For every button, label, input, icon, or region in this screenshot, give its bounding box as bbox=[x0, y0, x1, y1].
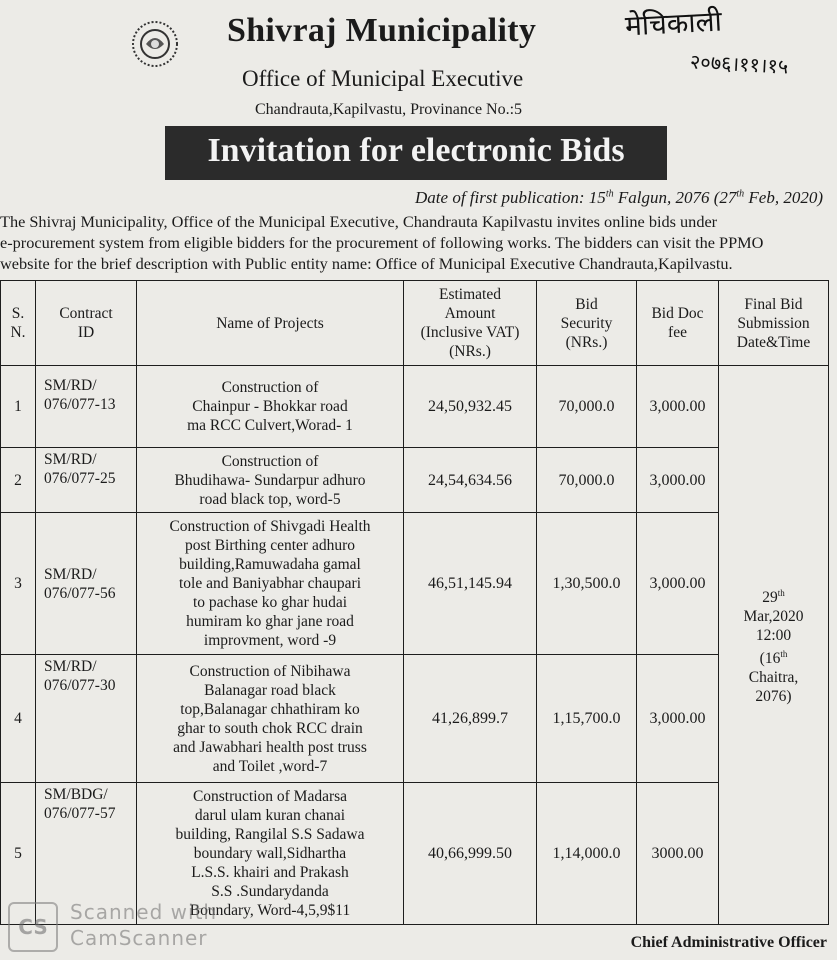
cell-fee: 3,000.00 bbox=[637, 448, 719, 513]
cell-security: 70,000.0 bbox=[537, 448, 637, 513]
camscanner-logo-icon: CS bbox=[8, 902, 58, 952]
camscanner-watermark bbox=[8, 896, 248, 956]
municipality-title: Shivraj Municipality bbox=[227, 12, 537, 49]
col-header-security: Bid Security (NRs.) bbox=[537, 281, 637, 366]
cell-final-submission: 29th Mar,2020 12:00 (16th Chaitra, 2076) bbox=[719, 366, 829, 925]
intro-paragraph bbox=[0, 211, 832, 274]
cell-amount: 24,54,634.56 bbox=[404, 448, 537, 513]
cell-security: 70,000.0 bbox=[537, 366, 637, 448]
cell-sn: 5 bbox=[1, 783, 36, 925]
cell-project: Construction of Nibihawa Balanagar road black top,Balanagar chhathiram ko ghar to south chok RCC drain and Jawabhari health post truss and Toilet ,word-7 bbox=[137, 655, 404, 783]
handwritten-date: २०७६।११।१५ bbox=[689, 49, 789, 79]
cell-sn: 3 bbox=[1, 513, 36, 655]
office-address: Chandrauta,Kapilvastu, Provinance No.:5 bbox=[255, 101, 523, 118]
handwritten-note: मेचिकाली bbox=[624, 4, 723, 43]
cell-fee: 3,000.00 bbox=[637, 513, 719, 655]
cell-contract-id: SM/BDG/ 076/077-57 bbox=[36, 783, 137, 925]
table-header-row bbox=[1, 281, 829, 366]
col-header-project: Name of Projects bbox=[137, 281, 404, 366]
cell-fee: 3,000.00 bbox=[637, 655, 719, 783]
cell-amount: 24,50,932.45 bbox=[404, 366, 537, 448]
col-header-sn: S. N. bbox=[1, 281, 36, 366]
cell-contract-id: SM/RD/ 076/077-30 bbox=[36, 655, 137, 783]
cell-project: Construction of Shivgadi Health post Birthing center adhuro building,Ramuwadaha gamal tole and Baniyabhar chaupari to pachase ko ghar hudai humiram ko ghar jane road improvment, word -9 bbox=[137, 513, 404, 655]
cell-project: Construction of Chainpur - Bhokkar road ma RCC Culvert,Worad- 1 bbox=[137, 366, 404, 448]
intro-line: e-procurement system from eligible bidders for the procurement of following works. The bidders can visit the PPMO bbox=[0, 233, 764, 252]
bids-table bbox=[0, 280, 829, 925]
table-row bbox=[1, 513, 829, 655]
cell-sn: 4 bbox=[1, 655, 36, 783]
banner-title: Invitation for electronic Bids bbox=[207, 132, 625, 169]
cell-fee: 3000.00 bbox=[637, 783, 719, 925]
cell-amount: 40,66,999.50 bbox=[404, 783, 537, 925]
cell-security: 1,15,700.0 bbox=[537, 655, 637, 783]
cell-contract-id: SM/RD/ 076/077-13 bbox=[36, 366, 137, 448]
cell-project: Construction of Madarsa darul ulam kuran chanai building, Rangilal S.S Sadawa boundary wall,Sidhartha L.S.S. khairi and Prakash S.S .Sundarydanda Boundary, Word-4,5,9$11 bbox=[137, 783, 404, 925]
cell-security: 1,30,500.0 bbox=[537, 513, 637, 655]
cell-amount: 41,26,899.7 bbox=[404, 655, 537, 783]
cell-sn: 2 bbox=[1, 448, 36, 513]
cell-amount: 46,51,145.94 bbox=[404, 513, 537, 655]
watermark-line: CamScanner bbox=[70, 926, 208, 950]
cell-contract-id: SM/RD/ 076/077-56 bbox=[36, 513, 137, 655]
cell-security: 1,14,000.0 bbox=[537, 783, 637, 925]
col-header-contract: Contract ID bbox=[36, 281, 137, 366]
publication-date: Date of first publication: 15th Falgun, 2076 (27th Feb, 2020) bbox=[415, 188, 823, 207]
intro-line: website for the brief description with Public entity name: Office of Municipal Executive Chandrauta,Kapilvastu. bbox=[0, 254, 733, 273]
cell-project: Construction of Bhudihawa- Sundarpur adhuro road black top, word-5 bbox=[137, 448, 404, 513]
cell-sn: 1 bbox=[1, 366, 36, 448]
table-row bbox=[1, 448, 829, 513]
col-header-amount: Estimated Amount (Inclusive VAT) (NRs.) bbox=[404, 281, 537, 366]
col-header-fee: Bid Doc fee bbox=[637, 281, 719, 366]
intro-line: The Shivraj Municipality, Office of the Municipal Executive, Chandrauta Kapilvastu invites online bids under bbox=[0, 212, 718, 231]
table-row bbox=[1, 655, 829, 783]
watermark-line: Scanned with bbox=[70, 900, 218, 924]
table-row bbox=[1, 366, 829, 448]
municipality-seal-icon bbox=[128, 18, 182, 70]
office-subtitle: Office of Municipal Executive bbox=[242, 66, 524, 91]
cell-contract-id: SM/RD/ 076/077-25 bbox=[36, 448, 137, 513]
cell-fee: 3,000.00 bbox=[637, 366, 719, 448]
signature-title: Chief Administrative Officer bbox=[630, 934, 827, 951]
col-header-final: Final Bid Submission Date&Time bbox=[719, 281, 829, 366]
notice-banner bbox=[165, 126, 667, 180]
